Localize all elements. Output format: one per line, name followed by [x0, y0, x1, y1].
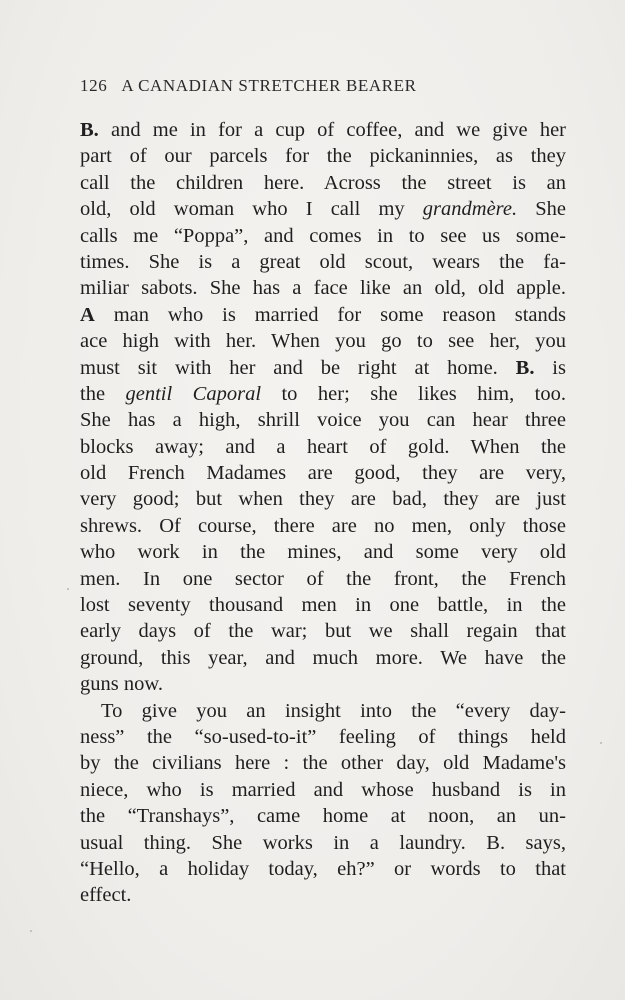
text-run: the: [80, 382, 126, 405]
text-run: part of our parcels for the pickaninnies, as they: [80, 145, 566, 168]
paper-speck: [30, 930, 32, 932]
text-run: the “Transhays”, came home at noon, an un-: [80, 805, 566, 828]
text-run: lost seventy thousand men in one battle, in the: [80, 594, 566, 617]
text-line: [80, 275, 566, 301]
text-run: usual thing. She works in a laundry. B. says,: [80, 831, 566, 854]
text-run: guns now.: [80, 673, 163, 696]
text-line: [80, 645, 566, 671]
text-run: effect.: [80, 884, 132, 907]
text-line: [80, 196, 566, 222]
page-number: 126: [80, 76, 108, 95]
text-run: call the children here. Across the street is an: [80, 171, 566, 194]
text-run: niece, who is married and whose husband is in: [80, 778, 566, 801]
text-run: blocks away; and a heart of gold. When the: [80, 435, 566, 458]
text-run: must sit with her and be right at home.: [80, 356, 516, 379]
text-run: man who is married for some reason stands: [94, 303, 566, 326]
text-run: is: [534, 356, 566, 379]
text-run: To give you an insight into the “every day-: [101, 699, 566, 722]
text-line: [80, 117, 566, 143]
running-header: [80, 76, 550, 100]
text-line: [80, 486, 566, 512]
bold-text: B.: [80, 119, 99, 141]
text-run: old, old woman who I call my: [80, 198, 423, 221]
text-run: calls me “Poppa”, and comes in to see us some-: [80, 224, 566, 247]
text-line: [80, 355, 566, 381]
text-line: [80, 407, 566, 433]
text-line: [80, 592, 566, 618]
paper-speck: [600, 742, 602, 744]
bold-text: B.: [515, 356, 535, 379]
text-line: [80, 856, 566, 882]
text-line: [80, 671, 566, 697]
text-run: early days of the war; but we shall regain that: [80, 620, 566, 643]
text-line: [80, 539, 566, 565]
text-run: men. In one sector of the front, the French: [80, 567, 566, 590]
text-run: and me in for a cup of coffee, and we give her: [98, 119, 566, 141]
text-line: [80, 750, 566, 776]
text-run: ground, this year, and much more. We have the: [80, 646, 566, 669]
bold-text: A: [80, 303, 95, 326]
running-title: A CANADIAN STRETCHER BEARER: [121, 76, 417, 95]
text-line: [80, 170, 566, 196]
text-run: She: [517, 198, 566, 221]
text-run: times. She is a great old scout, wears the fa-: [80, 250, 566, 273]
text-run: ness” the “so-used-to-it” feeling of things held: [80, 725, 566, 748]
text-line: [80, 513, 566, 539]
text-line: [80, 618, 566, 644]
text-line: [80, 460, 566, 486]
body-text: [80, 117, 566, 909]
text-line: [80, 830, 566, 856]
text-line: [80, 328, 566, 354]
text-run: ace high with her. When you go to see her, you: [80, 330, 566, 353]
text-run: who work in the mines, and some very old: [80, 541, 566, 564]
text-line: [80, 381, 566, 407]
text-run: miliar sabots. She has a face like an old, old apple.: [80, 277, 566, 300]
text-line: [80, 777, 566, 803]
text-line: [80, 724, 566, 750]
text-run: to her; she likes him, too.: [261, 382, 566, 405]
text-run: old French Madames are good, they are very,: [80, 462, 566, 485]
text-run: by the civilians here : the other day, old Madame's: [80, 752, 566, 775]
text-line: [80, 249, 566, 275]
italic-text: grandmère.: [422, 198, 518, 221]
text-line: [80, 223, 566, 249]
text-line: [80, 803, 566, 829]
text-run: very good; but when they are bad, they are just: [80, 488, 566, 511]
text-run: shrews. Of course, there are no men, only those: [80, 514, 566, 537]
paragraph: [80, 698, 566, 909]
text-line: [80, 434, 566, 460]
text-line: [80, 882, 566, 908]
text-line: [80, 143, 566, 169]
text-line: [80, 566, 566, 592]
text-line: [80, 302, 566, 328]
text-line: [80, 698, 566, 724]
paragraph: [80, 117, 566, 698]
italic-text: gentil Caporal: [125, 382, 262, 405]
text-run: She has a high, shrill voice you can hear three: [80, 409, 566, 432]
text-run: “Hello, a holiday today, eh?” or words to that: [80, 857, 566, 880]
paper-speck: [67, 588, 69, 590]
